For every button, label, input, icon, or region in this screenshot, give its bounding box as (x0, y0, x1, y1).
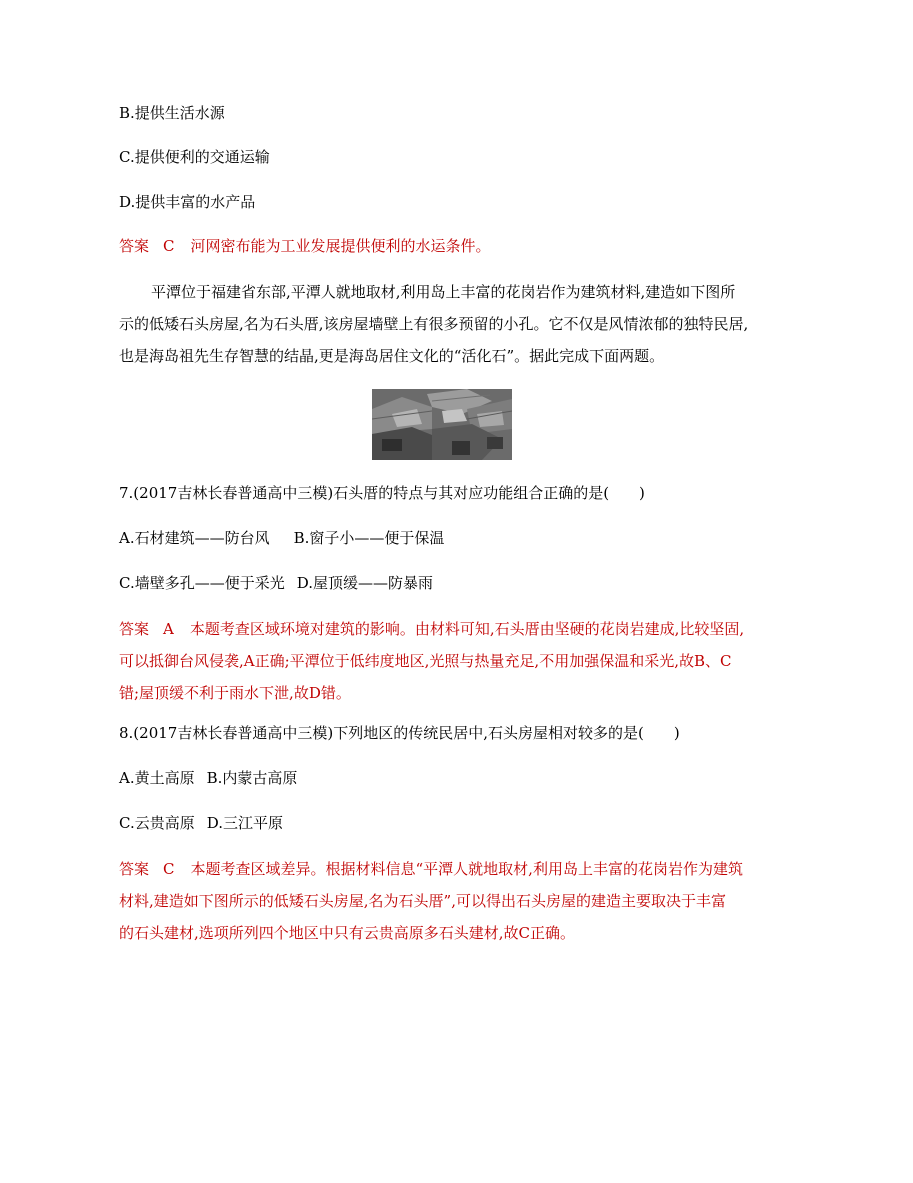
q8-option-d: D.三江平原 (206, 814, 283, 832)
q6-option-b: B.提供生活水源 (119, 104, 225, 122)
q7-options-row1 (119, 528, 444, 548)
q7-answer (119, 613, 799, 709)
answer-line (119, 853, 799, 885)
answer-line: 可以抵御台风侵袭,A正确;平潭位于低纬度地区,光照与热量充足,不用加强保温和采光,故B、C (119, 652, 732, 670)
q6-answer (119, 236, 491, 256)
answer-label: 答案 (119, 237, 150, 255)
q6-option-c: C.提供便利的交通运输 (119, 148, 270, 166)
answer-explanation: 河网密布能为工业发展提供便利的水运条件。 (190, 237, 491, 255)
q7-option-c: C.墙壁多孔——便于采光 (119, 574, 285, 592)
q7-option-d: D.屋顶缓——防暴雨 (296, 574, 433, 592)
passage (119, 276, 799, 372)
passage-line: 也是海岛祖先生存智慧的结晶,更是海岛居住文化的“活化石”。据此完成下面两题。 (119, 347, 665, 365)
q6-option-d: D.提供丰富的水产品 (119, 193, 256, 211)
answer-label: 答案 (119, 860, 150, 878)
q8-option-c: C.云贵高原 (119, 814, 195, 832)
q7-stem: 7.(2017吉林长春普通高中三模)石头厝的特点与其对应功能组合正确的是( ) (119, 484, 645, 502)
q8-options-row2 (119, 813, 283, 833)
q8-options-row1 (119, 768, 297, 788)
answer-key: A (163, 620, 174, 638)
answer-explanation: 本题考查区域差异。根据材料信息“平潭人就地取材,利用岛上丰富的花岗岩作为建筑 (190, 860, 743, 878)
answer-explanation: 本题考查区域环境对建筑的影响。由材料可知,石头厝由坚硬的花岗岩建成,比较坚固, (189, 620, 745, 638)
q8-option-a: A.黄土高原 (119, 769, 195, 787)
stone-house-photo (372, 389, 512, 460)
passage-line: 示的低矮石头房屋,名为石头厝,该房屋墙壁上有很多预留的小孔。它不仅是风情浓郁的独特民居, (119, 315, 749, 333)
answer-label: 答案 (119, 620, 150, 638)
q7-option-b: B.窗子小——便于保温 (293, 529, 445, 547)
q7-option-a: A.石材建筑——防台风 (119, 529, 270, 547)
answer-line: 的石头建材,选项所列四个地区中只有云贵高原多石头建材,故C正确。 (119, 924, 576, 942)
answer-key: C (163, 237, 175, 255)
q7-options-row2 (119, 573, 433, 593)
answer-line: 错;屋顶缓不利于雨水下泄,故D错。 (119, 684, 351, 702)
passage-line: 平潭位于福建省东部,平潭人就地取材,利用岛上丰富的花岗岩作为建筑材料,建造如下图所 (151, 283, 736, 301)
answer-key: C (163, 860, 175, 878)
q8-answer (119, 853, 799, 949)
answer-line (119, 613, 799, 645)
q8-option-b: B.内蒙古高原 (206, 769, 298, 787)
q8-stem: 8.(2017吉林长春普通高中三模)下列地区的传统民居中,石头房屋相对较多的是( ) (119, 724, 680, 742)
answer-line: 材料,建造如下图所示的低矮石头房屋,名为石头厝”,可以得出石头房屋的建造主要取决于丰富 (119, 892, 726, 910)
